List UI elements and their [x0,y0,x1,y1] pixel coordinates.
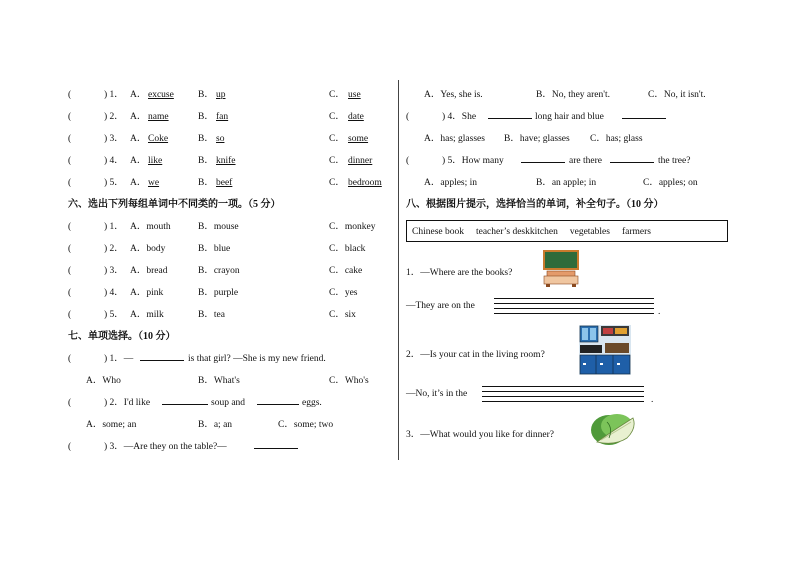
part7-q2: ( ) 2．I'd like soup and eggs. [68,392,398,414]
answer-paren[interactable]: ( [68,288,72,298]
word-bank-item: kitchen [529,227,558,237]
answer-paren[interactable]: ( [68,398,72,408]
part7-q3-options: A．Yes, she is. B．No, they aren't. C．No, it isn't. [424,90,706,100]
part5-q3: ( ) 3． A． Coke B． so C． some [68,128,398,150]
part7-q1-options: A．Who B．What's C．Who's [86,376,369,386]
part7-q4: ( ) 4．She long hair and blue [406,106,736,128]
fill-blank[interactable] [610,152,654,163]
part7-q3: ( ) 3．—Are they on the table?— [68,436,398,458]
part8-a1: —They are on the [406,301,475,311]
part6-title: 六、选出下列每组单词中不同类的一项。（5 分） [68,199,281,210]
part7-section [68,348,398,458]
part7-q5: ( ) 5．How many are there the tree? [406,150,736,172]
part5-q5: ( ) 5． A． we B． beef C． bedroom [68,172,398,194]
right-column [406,84,736,250]
cabbage-picture [587,408,639,450]
word-bank-item: vegetables [569,227,610,237]
part6-q2: ( ) 2． A．body B．blue C．black [68,238,398,260]
part5-section [68,84,398,194]
teachers-desk-picture [541,249,581,287]
part6-q4: ( ) 4． A．pink B．purple C．yes [68,282,398,304]
part5-q4: ( ) 4． A． like B． knife C． dinner [68,150,398,172]
answer-paren[interactable]: ( [68,222,72,232]
fill-blank[interactable] [622,108,666,119]
word-bank [406,220,728,242]
answer-paren[interactable]: ( [68,266,72,276]
part8-q1: 1．—Where are the books? [406,268,513,278]
answer-paren[interactable]: ( [68,134,72,144]
answer-lines-2[interactable] [482,382,644,402]
part7-q2-options: A．some; an B．a; an C．some; two [86,420,334,430]
column-divider [398,80,399,460]
part6-q3: ( ) 3． A．bread B．crayon C．cake [68,260,398,282]
answer-paren[interactable]: ( [406,156,410,166]
fill-blank[interactable] [521,152,565,163]
fill-blank[interactable] [257,394,299,405]
part5-q2: ( ) 2． A． name B． fan C． date [68,106,398,128]
left-column [68,84,398,458]
part6-q5: ( ) 5． A．milk B．tea C．six [68,304,398,326]
part6-section [68,216,398,326]
answer-paren[interactable]: ( [68,112,72,122]
kitchen-picture [579,325,631,375]
part8-title: 八、根据图片提示，选择恰当的单词，补全句子。（10 分） [406,199,664,210]
part8-q2: 2．—Is your cat in the living room? [406,350,545,360]
part5-q1: ( ) 1． A． excuse B． up C． use [68,84,398,106]
fill-blank[interactable] [140,350,184,361]
answer-paren[interactable]: ( [68,244,72,254]
part7-q5-options: A．apples; in B．an apple; in C．apples; on [424,178,698,188]
word-bank-item: Chinese book [412,227,464,237]
answer-paren[interactable]: ( [68,310,72,320]
word-bank-item: teacher’s desk [475,227,530,237]
fill-blank[interactable] [254,438,298,449]
part7-q1: ( ) 1．— is that girl? —She is my new friend. [68,348,398,370]
word-bank-item: farmers [621,227,651,237]
answer-paren[interactable]: ( [68,178,72,188]
answer-paren[interactable]: ( [68,156,72,166]
answer-paren[interactable]: ( [68,354,72,364]
answer-paren[interactable]: ( [406,112,410,122]
part8-a2: —No, it’s in the [406,389,468,399]
answer-paren[interactable]: ( [68,442,72,452]
part7-title: 七、单项选择。（10 分） [68,331,176,342]
part7-q4-options: A．has; glasses B．have; glasses C．has; glass [424,134,643,144]
fill-blank[interactable] [162,394,208,405]
part6-q1: ( ) 1． A．mouth B．mouse C．monkey [68,216,398,238]
answer-lines-1[interactable] [494,294,654,314]
part8-q3: 3．—What would you like for dinner? [406,430,555,440]
fill-blank[interactable] [488,108,532,119]
answer-paren[interactable]: ( [68,90,72,100]
